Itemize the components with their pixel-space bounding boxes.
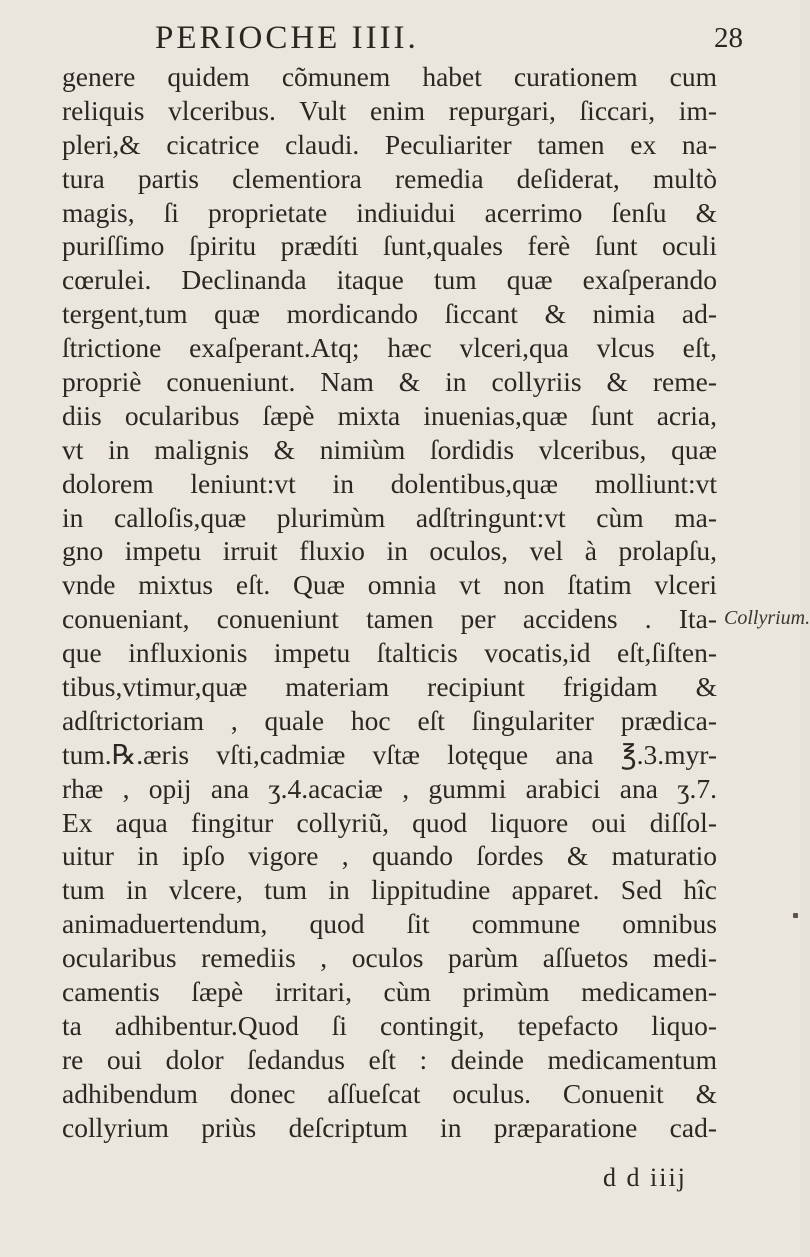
text-line: vt in malignis & nimiùm ſordidis vlceribus, quæ <box>62 433 717 465</box>
text-line: pleri,& cicatrice claudi. Peculiariter tamen ex na- <box>62 128 717 160</box>
text-line: propriè conueniunt. Nam & in collyriis & reme- <box>62 366 717 398</box>
text-line: reliquis vlceribus. Vult enim repurgari, ſiccari, im- <box>62 94 717 126</box>
text-line: tibus,vtimur,quæ materiam recipiunt frigidam & <box>62 671 717 703</box>
text-line: tura partis clementiora remedia deſiderat, multò <box>62 162 717 194</box>
text-line: camentis ſæpè irritari, cùm primùm medicamen- <box>62 976 717 1008</box>
text-line: genere quidem cõmunem habet curationem cum <box>62 61 717 92</box>
text-line: puriſſimo ſpiritu prædíti ſunt,quales ferè ſunt oculi <box>62 230 717 262</box>
text-line: tum.℞.æris vſti,cadmiæ vſtæ lotęque ana ℥.3.myr- <box>62 738 717 770</box>
text-line: diis ocularibus ſæpè mixta inuenias,quæ ſunt acria, <box>62 399 717 431</box>
text-line: animaduertendum, quod ſit commune omnibus <box>62 908 717 940</box>
text-line: gno impetu irruit fluxio in oculos, vel à prolapſu, <box>62 535 717 567</box>
text-line: tergent,tum quæ mordicando ſiccant & nimia ad- <box>62 298 717 330</box>
page-number: 28 <box>714 22 743 54</box>
text-line: ocularibus remediis , oculos parùm aſſuetos medi- <box>62 942 717 974</box>
text-line: rhæ , opij ana ʒ.4.acaciæ , gummi arabici ana ʒ.7. <box>62 772 717 804</box>
text-line: conueniant, conueniunt tamen per accidens . Ita- <box>62 603 717 635</box>
marginal-note: Collyrium. <box>724 607 810 629</box>
text-line: collyrium priùs deſcriptum in præparatione cad- <box>62 1111 717 1143</box>
text-line: que influxionis impetu ſtalticis vocatis,id eſt,ſiſten- <box>62 637 717 669</box>
text-line: in calloſis,quæ plurimùm adſtringunt:vt cùm ma- <box>62 501 717 533</box>
page-header <box>0 12 800 58</box>
text-line: uitur in ipſo vigore , quando ſordes & maturatio <box>62 840 717 872</box>
text-line: cœrulei. Declinanda itaque tum quæ exaſperando <box>62 264 717 296</box>
signature-catchword: d d iiij <box>603 1163 687 1192</box>
text-line: adſtrictoriam , quale hoc eſt ſingulariter prædica- <box>62 704 717 736</box>
text-line: re oui dolor ſedandus eſt : deinde medicamentum <box>62 1043 717 1075</box>
text-line: magis, ſi proprietate indiuidui acerrimo ſenſu & <box>62 196 717 228</box>
text-line: dolorem leniunt:vt in dolentibus,quæ molliunt:vt <box>62 467 717 499</box>
text-line: vnde mixtus eſt. Quæ omnia vt non ſtatim vlceri <box>62 569 717 601</box>
text-line: tum in vlcere, tum in lippitudine apparet. Sed hîc <box>62 874 717 906</box>
text-line: ſtrictione exaſperant.Atq; hæc vlceri,qua vlcus eſt, <box>62 332 717 364</box>
text-line: ta adhibentur.Quod ſi contingit, tepefacto liquo- <box>62 1009 717 1041</box>
ink-speck <box>793 913 798 918</box>
text-line: adhibendum donec aſſueſcat oculus. Conuenit & <box>62 1077 717 1109</box>
body-text <box>62 60 717 1145</box>
running-title: PERIOCHE IIII. <box>155 20 419 56</box>
text-line: Ex aqua fingitur collyriũ, quod liquore oui diſſol- <box>62 806 717 838</box>
